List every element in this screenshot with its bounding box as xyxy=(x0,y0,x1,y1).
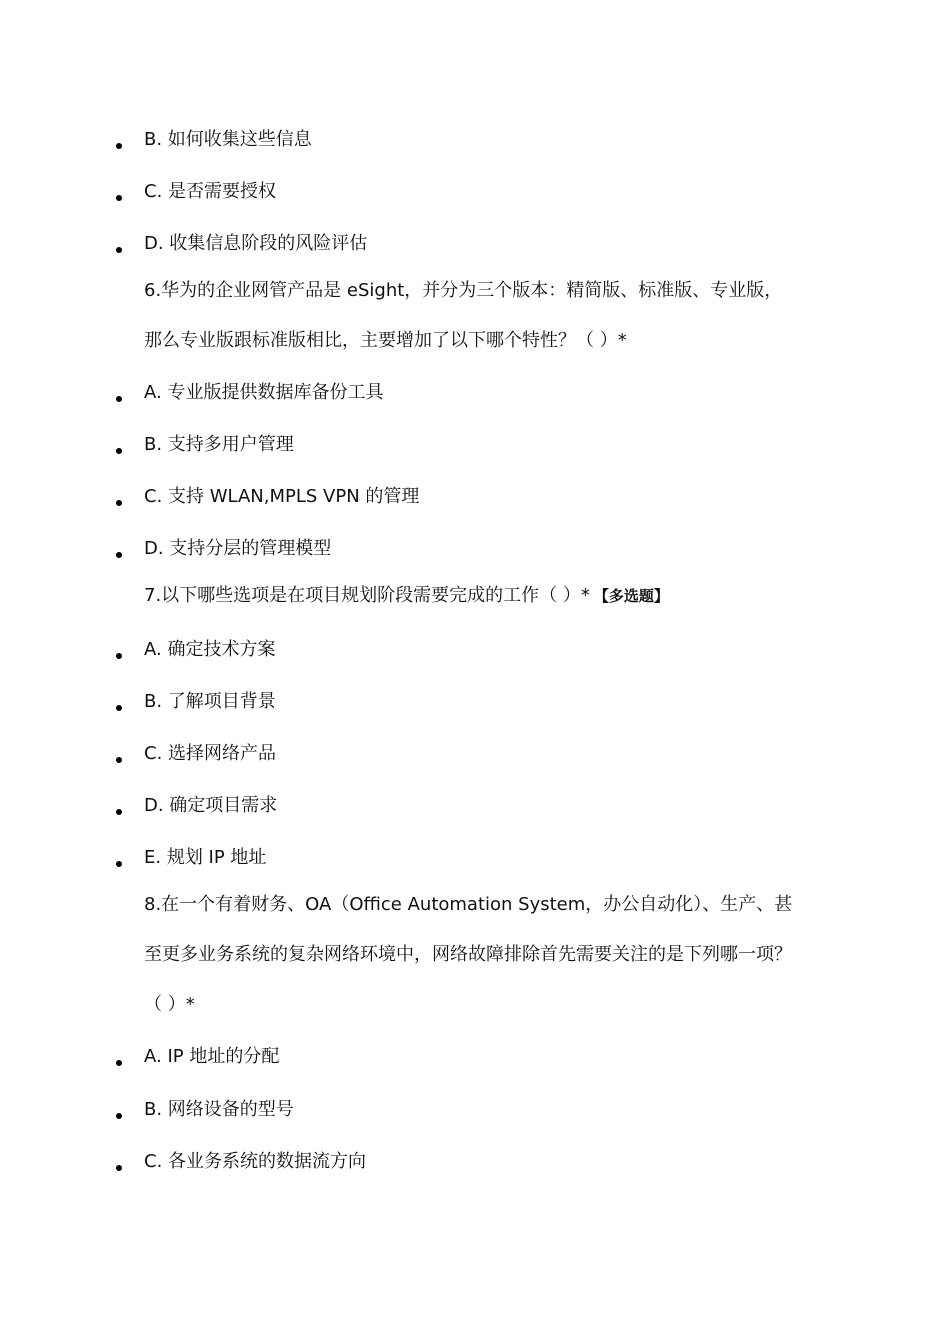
q7-question xyxy=(144,584,669,608)
q7-option-c: C. 选择网络产品 xyxy=(144,743,277,764)
bullet xyxy=(116,809,122,815)
q5-option-b: B. 如何收集这些信息 xyxy=(144,129,312,150)
q7-question-text: 7.以下哪些选项是在项目规划阶段需要完成的工作（ ）* xyxy=(144,585,590,606)
bullet xyxy=(116,448,122,454)
bullet xyxy=(116,653,122,659)
multi-select-tag: 【多选题】 xyxy=(593,587,669,605)
q7-option-d: D. 确定项目需求 xyxy=(144,795,278,816)
bullet xyxy=(116,247,122,253)
q7-option-e: E. 规划 IP 地址 xyxy=(144,847,267,868)
bullet xyxy=(116,143,122,149)
bullet xyxy=(116,861,122,867)
q8-question-line2: 至更多业务系统的复杂网络环境中，网络故障排除首先需要关注的是下列哪一项？ xyxy=(144,944,792,965)
q5-option-d: D. 收集信息阶段的风险评估 xyxy=(144,233,368,254)
q6-question-line2: 那么专业版跟标准版相比，主要增加了以下哪个特性？（ ）* xyxy=(144,330,627,351)
bullet xyxy=(116,757,122,763)
q8-question-line3: （ ）* xyxy=(144,994,195,1015)
q5-option-c: C. 是否需要授权 xyxy=(144,181,277,202)
q6-option-b: B. 支持多用户管理 xyxy=(144,434,294,455)
bullet xyxy=(116,705,122,711)
bullet xyxy=(116,500,122,506)
bullet xyxy=(116,552,122,558)
q6-option-c: C. 支持 WLAN,MPLS VPN 的管理 xyxy=(144,486,420,507)
bullet xyxy=(116,195,122,201)
q8-option-c: C. 各业务系统的数据流方向 xyxy=(144,1151,367,1172)
bullet xyxy=(116,1165,122,1171)
q6-option-d: D. 支持分层的管理模型 xyxy=(144,538,332,559)
q7-option-b: B. 了解项目背景 xyxy=(144,691,276,712)
bullet xyxy=(116,1113,122,1119)
q8-question-line1: 8.在一个有着财务、OA（Office Automation System，办公自动化）、生产、甚 xyxy=(144,894,793,915)
q6-question-line1: 6.华为的企业网管产品是 eSight，并分为三个版本：精简版、标准版、专业版， xyxy=(144,280,783,301)
bullet xyxy=(116,1060,122,1066)
bullet xyxy=(116,396,122,402)
q7-option-a: A. 确定技术方案 xyxy=(144,639,276,660)
q8-option-b: B. 网络设备的型号 xyxy=(144,1099,294,1120)
q8-option-a: A. IP 地址的分配 xyxy=(144,1046,280,1067)
q6-option-a: A. 专业版提供数据库备份工具 xyxy=(144,382,384,403)
